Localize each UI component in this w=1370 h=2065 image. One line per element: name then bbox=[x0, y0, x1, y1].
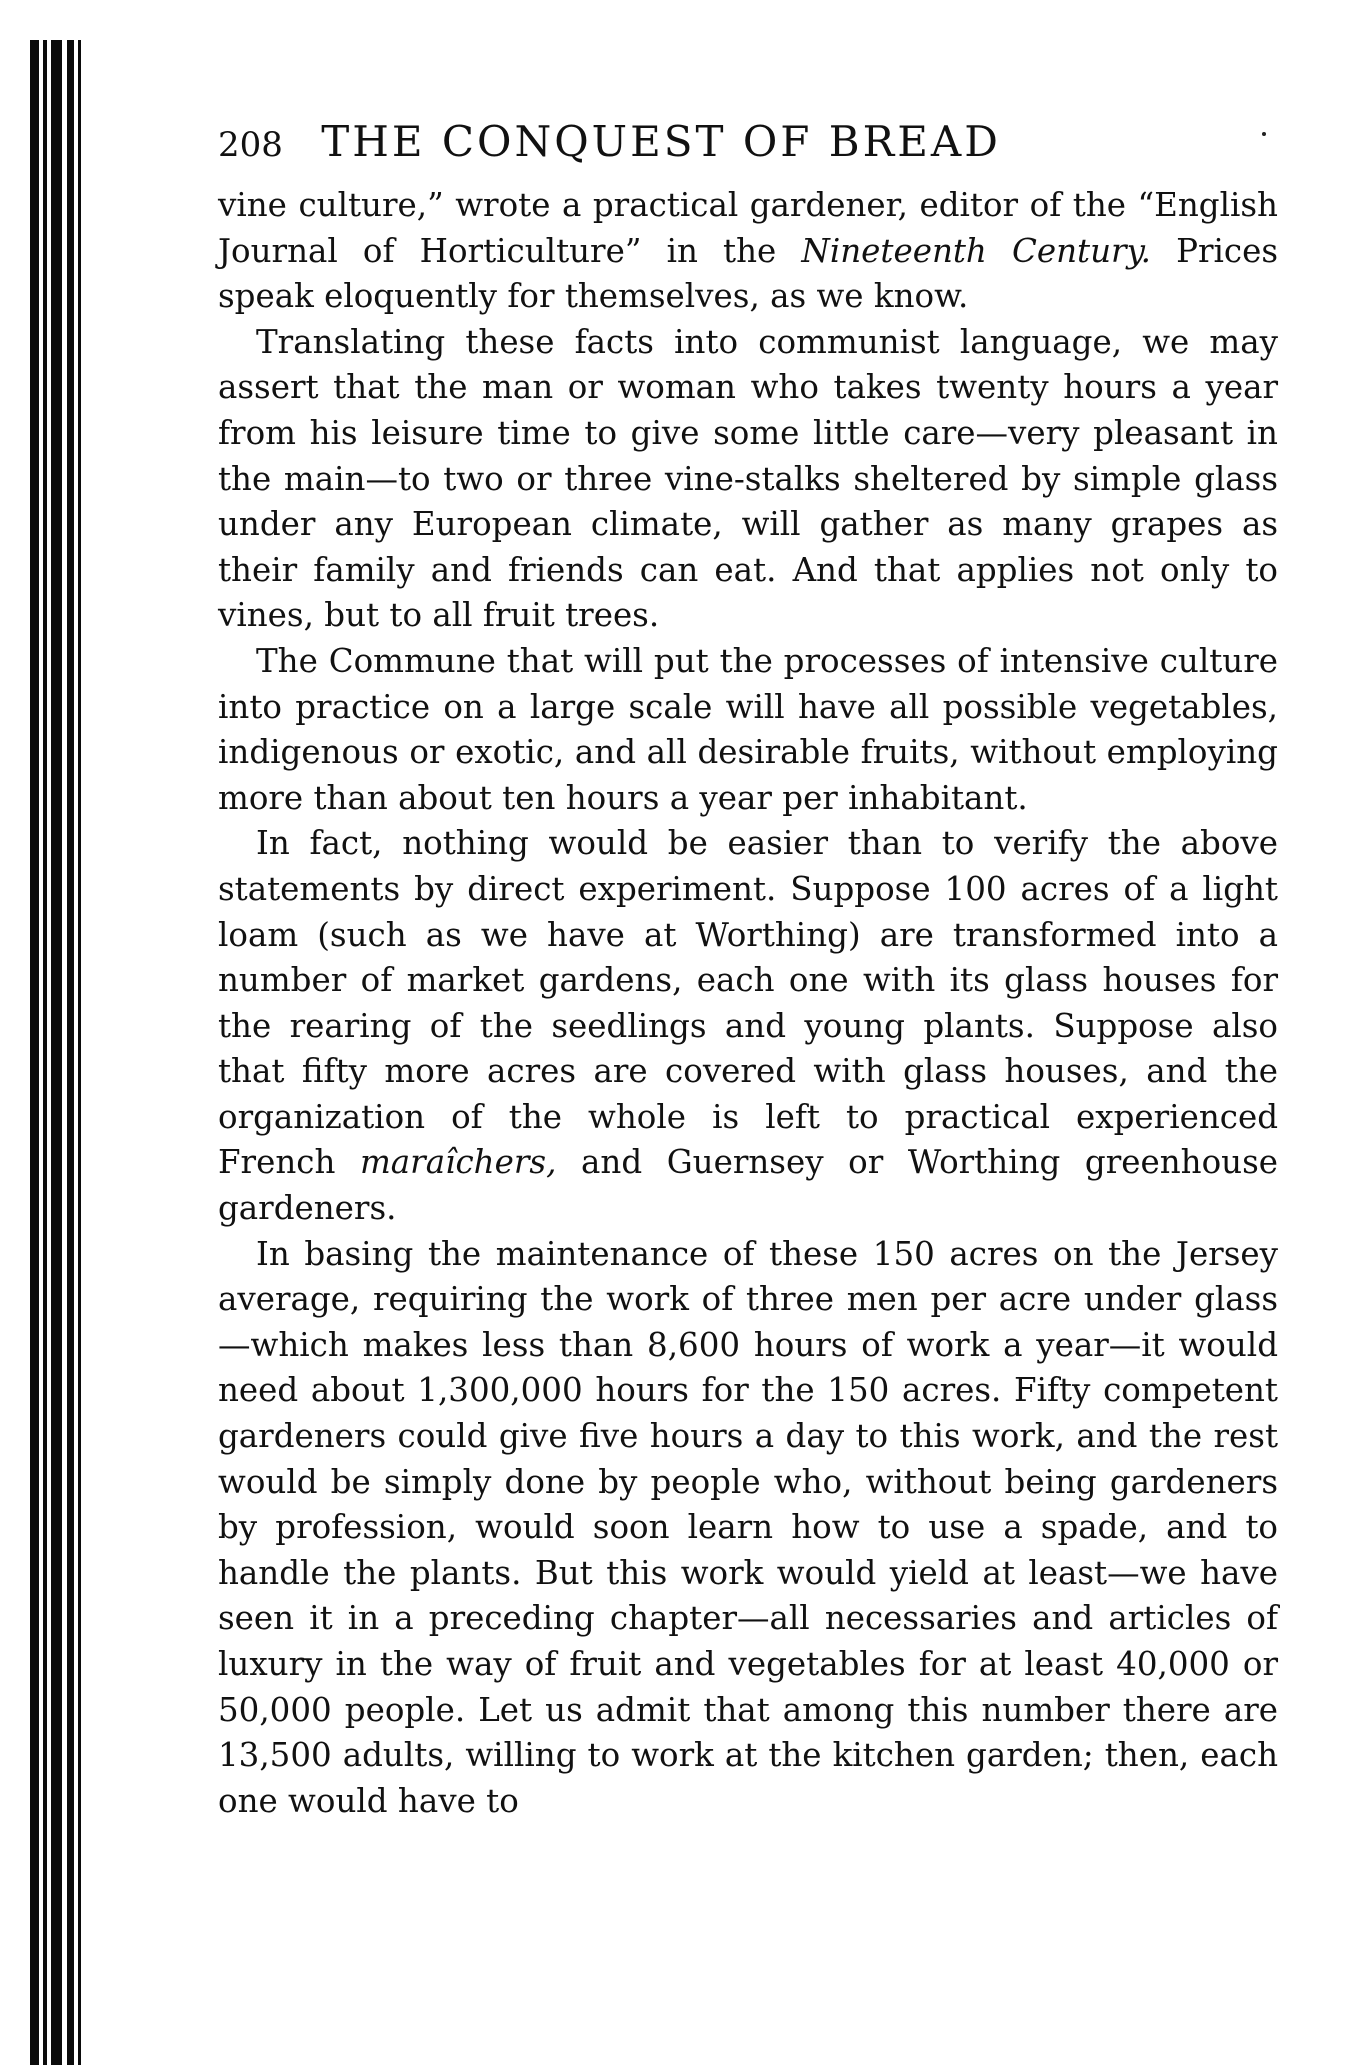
text-segment: The Commune that will put the processes of intensive culture into practice on a large scale will have all possible vegetables, indigenous or exotic, and all desirable fruits, without employing more than about ten hours a year per inhabitant. bbox=[218, 641, 1278, 817]
text-segment: Translating these facts into communist language, we may assert that the man or woman who takes twenty hours a year from his leisure time to give some little care—very pleasant in the main—to two or three vine-stalks sheltered by simple glass under any European climate, will gather as many grapes as their family and friends can eat. And that applies not only to vines, but to all fruit trees. bbox=[218, 322, 1278, 635]
text-segment: In basing the maintenance of these 150 acres on the Jersey average, requiring the work of three men per acre under glass—which makes less than 8,600 hours of work a year—it would need about 1,300,000 hours for the 150 acres. Fifty competent gardeners could give five hours a day to this work, and the rest would be simply done by people who, without being gardeners by profession, would soon learn how to use a spade, and to handle the plants. But this work would yield at least—we have seen it in a preceding chapter—all necessaries and articles of luxury in the way of fruit and vegetables for at least 40,000 or 50,000 people. Let us admit that among this number there are 13,500 adults, willing to work at the kitchen garden; then, each one would have to bbox=[218, 1234, 1278, 1820]
page-number: 208 bbox=[218, 125, 283, 165]
paragraph bbox=[218, 320, 1278, 639]
binding-edge bbox=[30, 40, 90, 2065]
italic-term: maraîchers, bbox=[359, 1143, 557, 1182]
italic-title: Nineteenth Century. bbox=[801, 231, 1151, 270]
running-head bbox=[218, 112, 1278, 175]
text-segment: vine culture,” wrote a practical gardener, editor of the “English Journal of Horticulture” in the bbox=[218, 186, 1278, 270]
text-segment: In fact, nothing would be easier than to verify the above statements by direct experiment. Suppose 100 acres of a light loam (such as we have at Worthing) are transformed into a number of market gardens, each one with its glass houses for the rearing of the seedlings and young plants. Suppose also that fifty more acres are covered with glass houses, and the organization of the whole is left to practical experienced French bbox=[218, 824, 1278, 1182]
body-text bbox=[218, 183, 1278, 1824]
paragraph bbox=[218, 183, 1278, 320]
text-segment: and Guernsey or Worthing greenhouse gardeners. bbox=[218, 1143, 1278, 1228]
book-page bbox=[218, 112, 1278, 1824]
paragraph bbox=[218, 821, 1278, 1231]
paragraph bbox=[218, 639, 1278, 821]
text-segment: Prices speak eloquently for themselves, as we know. bbox=[218, 231, 1279, 316]
running-title: THE CONQUEST OF BREAD bbox=[321, 117, 1001, 166]
paragraph bbox=[218, 1232, 1278, 1825]
